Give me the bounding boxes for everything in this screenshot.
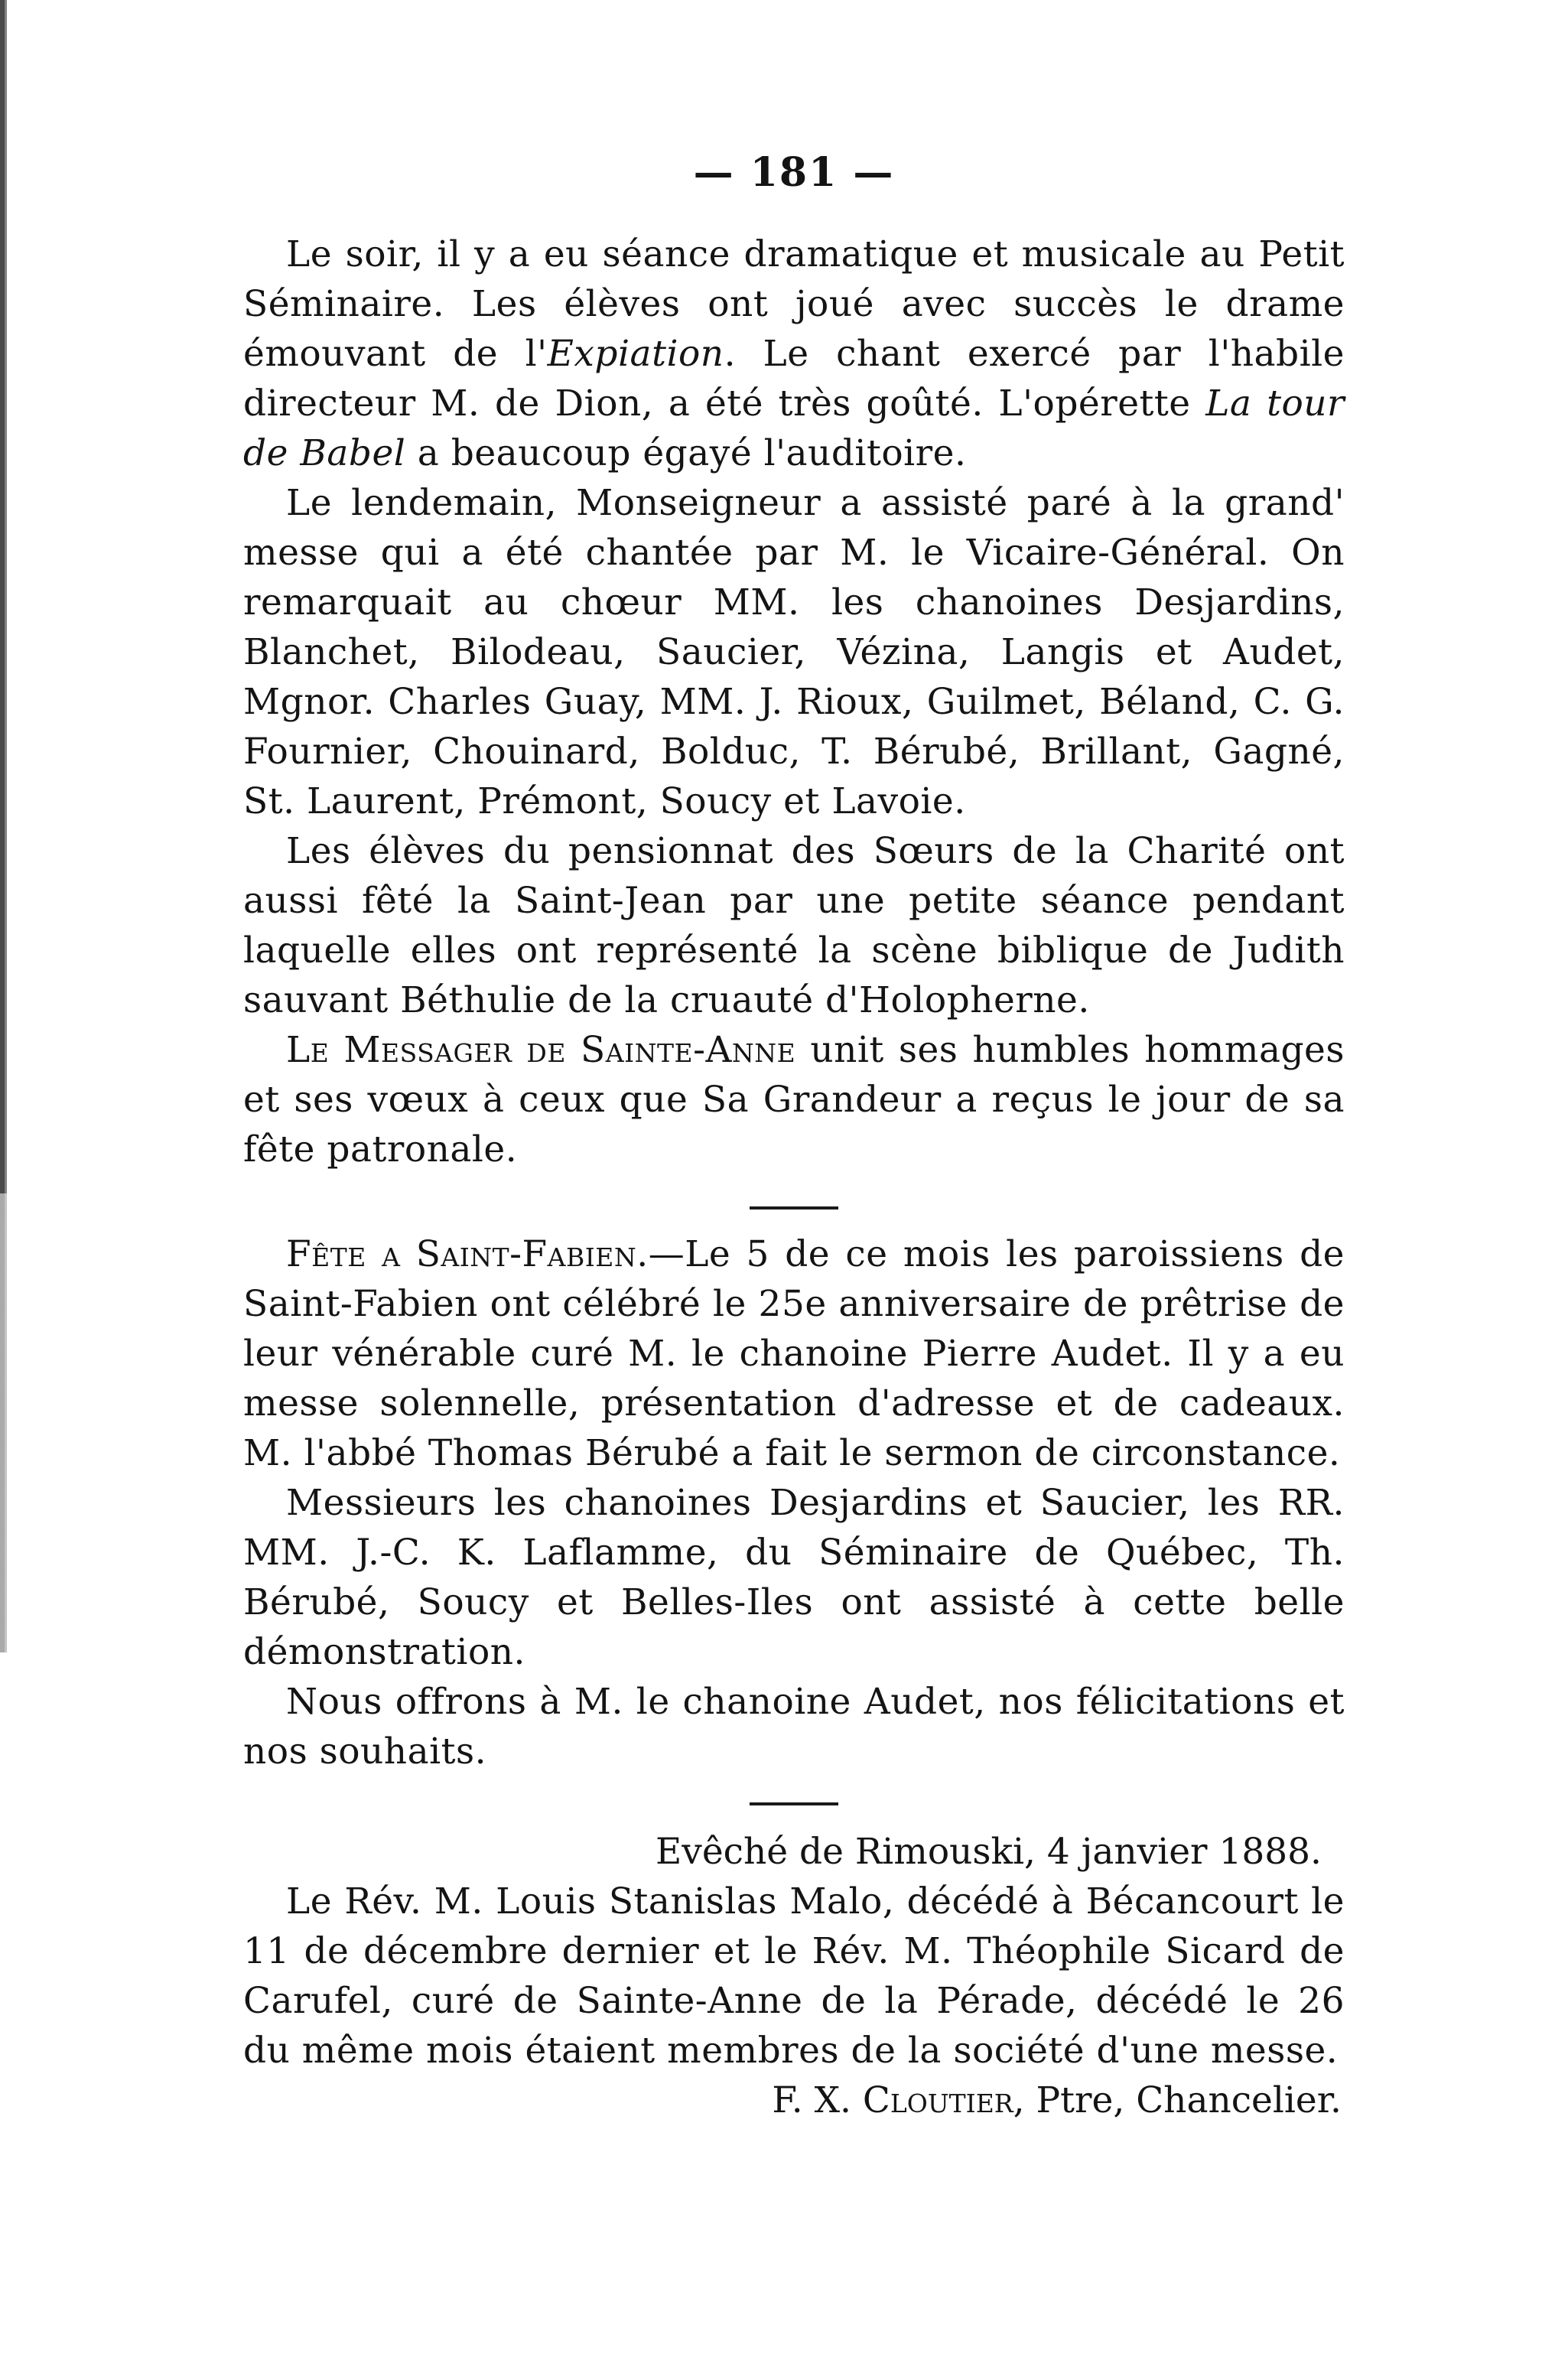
section-divider <box>750 1802 838 1805</box>
text-run: Nous offrons à M. le chanoine Audet, nos félicitations et nos souhaits. <box>243 1681 1345 1773</box>
paragraph-chanoines <box>243 1478 1345 1677</box>
text-run: Messieurs les chanoines Desjardins et Saucier, les RR. MM. J.-C. K. Laflamme, du Séminaire de Québec, Th. Bérubé, Soucy et Belles-Iles ont assisté à cette belle démonstration. <box>243 1482 1345 1673</box>
text-run: Les élèves du pensionnat des Sœurs de la Charité ont aussi fêté la Saint-Jean par une petite séance pendant laquelle elles ont représenté la scène biblique de Judith sauvant Béthulie de la cruauté d'Holopherne. <box>243 830 1345 1021</box>
text-run: unit ses humbles hommages et ses vœux à ceux que Sa Grandeur a reçus le jour de sa fête patronale. <box>243 1029 1345 1170</box>
paragraph-pensionnat <box>243 826 1345 1025</box>
paragraph-grand-messe <box>243 478 1345 826</box>
signature-name: Cloutier <box>862 2079 1013 2121</box>
signature <box>772 2076 1345 2125</box>
text-run: Fête a Saint-Fabien. <box>286 1233 649 1275</box>
page-number: — 181 — <box>693 149 895 196</box>
binding-edge-lower <box>0 1193 12 1652</box>
binding-edge <box>0 0 12 1193</box>
signature-suffix: , Ptre, Chancelier. <box>1013 2079 1342 2121</box>
paragraph-felicitations <box>243 1677 1345 1776</box>
text-run: Le soir, il y a eu séance dramatique et musicale au Petit Séminaire. Les élèves ont joué avec succès le drame émouvant de l' <box>243 233 1345 375</box>
text-run: Le Messager de Sainte-Anne <box>286 1029 796 1071</box>
text-run: . Le chant exercé par l'habile directeur M. de Dion, a été très goûté. L'opérette <box>243 333 1345 425</box>
text-run: La tour de Babel <box>243 383 1345 474</box>
signature-line <box>243 2076 1345 2125</box>
paragraph-fete-saint-fabien <box>243 1229 1345 1478</box>
section-divider <box>750 1206 838 1210</box>
text-column <box>243 150 1345 2125</box>
signature-initials: F. X. <box>772 2079 863 2121</box>
text-run: a beaucoup égayé l'auditoire. <box>405 432 967 474</box>
dateline: Evêché de Rimouski, 4 janvier 1888. <box>656 1831 1322 1873</box>
paragraph-obituary: Le Rév. M. Louis Stanislas Malo, décédé à Bécancourt le 11 de décembre dernier et le Rév. M. Théophile Sicard de Carufel, curé de Sainte-Anne de la Pérade, décédé le 26 du même mois étaient membres de la société d'une messe. <box>243 1880 1345 2072</box>
paragraph-messager <box>243 1025 1345 1174</box>
paragraph-soiree <box>243 230 1345 478</box>
text-run: Expiation <box>547 333 724 375</box>
signature-spacer <box>243 2076 255 2125</box>
text-run: —Le 5 de ce mois les paroissiens de Saint-Fabien ont célébré le 25e anniversaire de prêtrise de leur vénérable curé M. le chanoine Pierre Audet. Il y a eu messe solennelle, présentation d'adresse et de cadeaux. M. l'abbé Thomas Bérubé a fait le sermon de circonstance. <box>243 1233 1345 1474</box>
text-run: Le lendemain, Monseigneur a assisté paré à la grand' messe qui a été chantée par M. le Vicaire-Général. On remarquait au chœur MM. les chanoines Desjardins, Blanchet, Bilodeau, Saucier, Vézina, Langis et Audet, Mgnor. Charles Guay, MM. J. Rioux, Guilmet, Béland, C. G. Fournier, Chouinard, Bolduc, T. Bérubé, Brillant, Gagné, St. Laurent, Prémont, Soucy et Lavoie. <box>243 482 1345 822</box>
